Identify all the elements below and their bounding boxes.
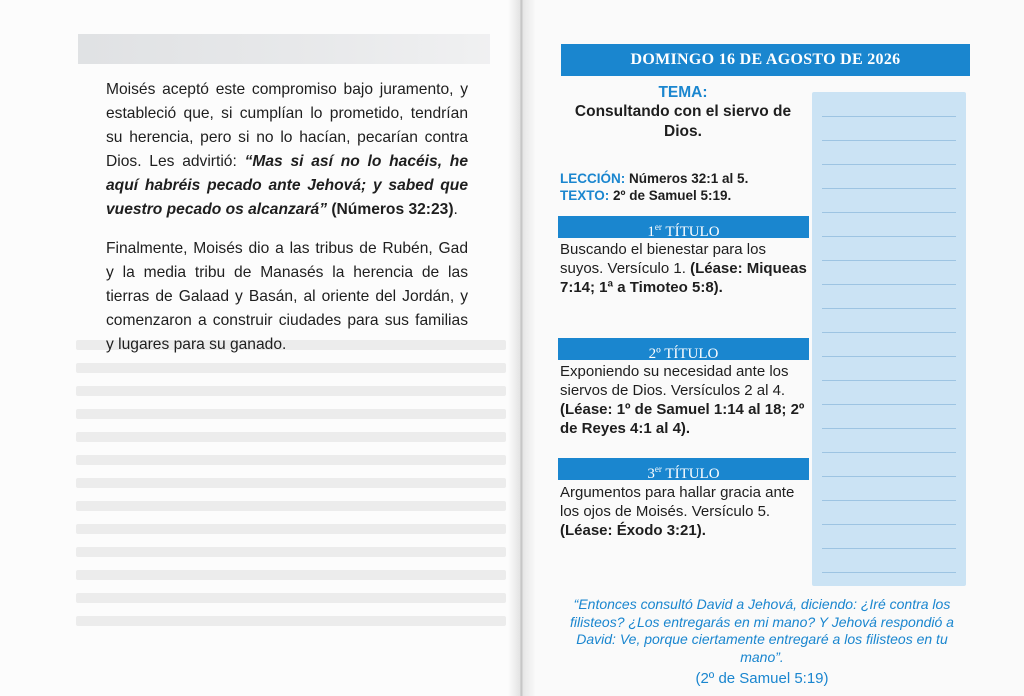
tema-title: Consultando con el siervo de Dios.: [574, 103, 792, 140]
section-3-text: Argumentos para hallar gracia ante los ojos de Moisés. Versículo 5.: [560, 484, 795, 520]
section-3-ordinal-sup: er: [654, 464, 662, 474]
paragraph-2: Finalmente, Moisés dio a las tribus de Rubén, Gad y la media tribu de Manasés la herencia de las tierras de Galaad y Basán, al oriente del Jordán, y comenzaron a construir ciudades para sus familias y lugares para su ganado.: [106, 240, 468, 353]
section-3-body: [560, 483, 808, 540]
section-2-reference: (Léase: 1º de Samuel 1:14 al 18; 2º de Reyes 4:1 al 4).: [560, 401, 805, 437]
leccion-label: LECCIÓN:: [560, 171, 626, 186]
paragraph-1-end: .: [453, 201, 458, 218]
left-page-body: [106, 78, 468, 372]
memory-verse: “Entonces consultó David a Jehová, diciendo: ¿Iré contra los filisteos? ¿Los entregarás en mi mano? Y Jehová respondió a David: Ve, porque ciertamente entregaré a los filisteos en tu mano”.: [570, 596, 954, 665]
bible-reference: (Números 32:23): [327, 201, 454, 218]
paragraph-1: [106, 78, 468, 222]
bleed-through-header: [78, 34, 490, 64]
notes-column: [812, 92, 966, 586]
leccion-line: [560, 171, 748, 186]
section-3-heading: [558, 458, 809, 480]
section-2-heading: [558, 338, 809, 360]
section-2-text: Exponiendo su necesidad ante los siervos de Dios. Versículos 2 al 4.: [560, 363, 789, 399]
bleed-through-text: [76, 340, 506, 639]
section-3-title: TÍTULO: [665, 466, 720, 482]
section-2-ordinal: 2º: [648, 346, 661, 362]
date-banner: DOMINGO 16 DE AGOSTO DE 2026: [561, 44, 970, 76]
tema-label: TEMA:: [658, 84, 708, 101]
section-2-title: TÍTULO: [664, 346, 719, 362]
book-gutter: [508, 0, 536, 696]
section-2-body: [560, 362, 808, 438]
paragraph-1-intro: Moisés aceptó este compromiso bajo juramento, y estableció que, si cumplían lo prometido, tendrían su herencia, pero si no lo hacían, pecarían contra Dios. Les advirtió:: [106, 81, 468, 170]
section-1-body: [560, 240, 808, 297]
leccion-value: Números 32:1 al 5.: [629, 171, 749, 186]
section-1-title: TÍTULO: [665, 224, 720, 240]
section-1-ordinal-sup: er: [654, 222, 662, 232]
section-3-ordinal: 3: [647, 466, 655, 482]
section-1-text: Buscando el bienestar para los suyos. Versículo 1.: [560, 241, 766, 277]
section-3-reference: (Léase: Éxodo 3:21).: [560, 522, 706, 539]
section-1-heading: [558, 216, 809, 238]
memory-verse-reference: (2º de Samuel 5:19): [695, 670, 829, 687]
texto-value: 2º de Samuel 5:19.: [613, 188, 732, 203]
texto-label: TEXTO:: [560, 188, 610, 203]
bible-quote: “Mas si así no lo hacéis, he aquí habréis pecado ante Jehová; y sabed que vuestro pecado os alcanzará”: [106, 153, 468, 218]
section-1-reference: (Léase: Miqueas 7:14; 1ª a Timoteo 5:8).: [560, 260, 807, 296]
section-1-ordinal: 1: [647, 224, 655, 240]
texto-line: [560, 188, 731, 203]
